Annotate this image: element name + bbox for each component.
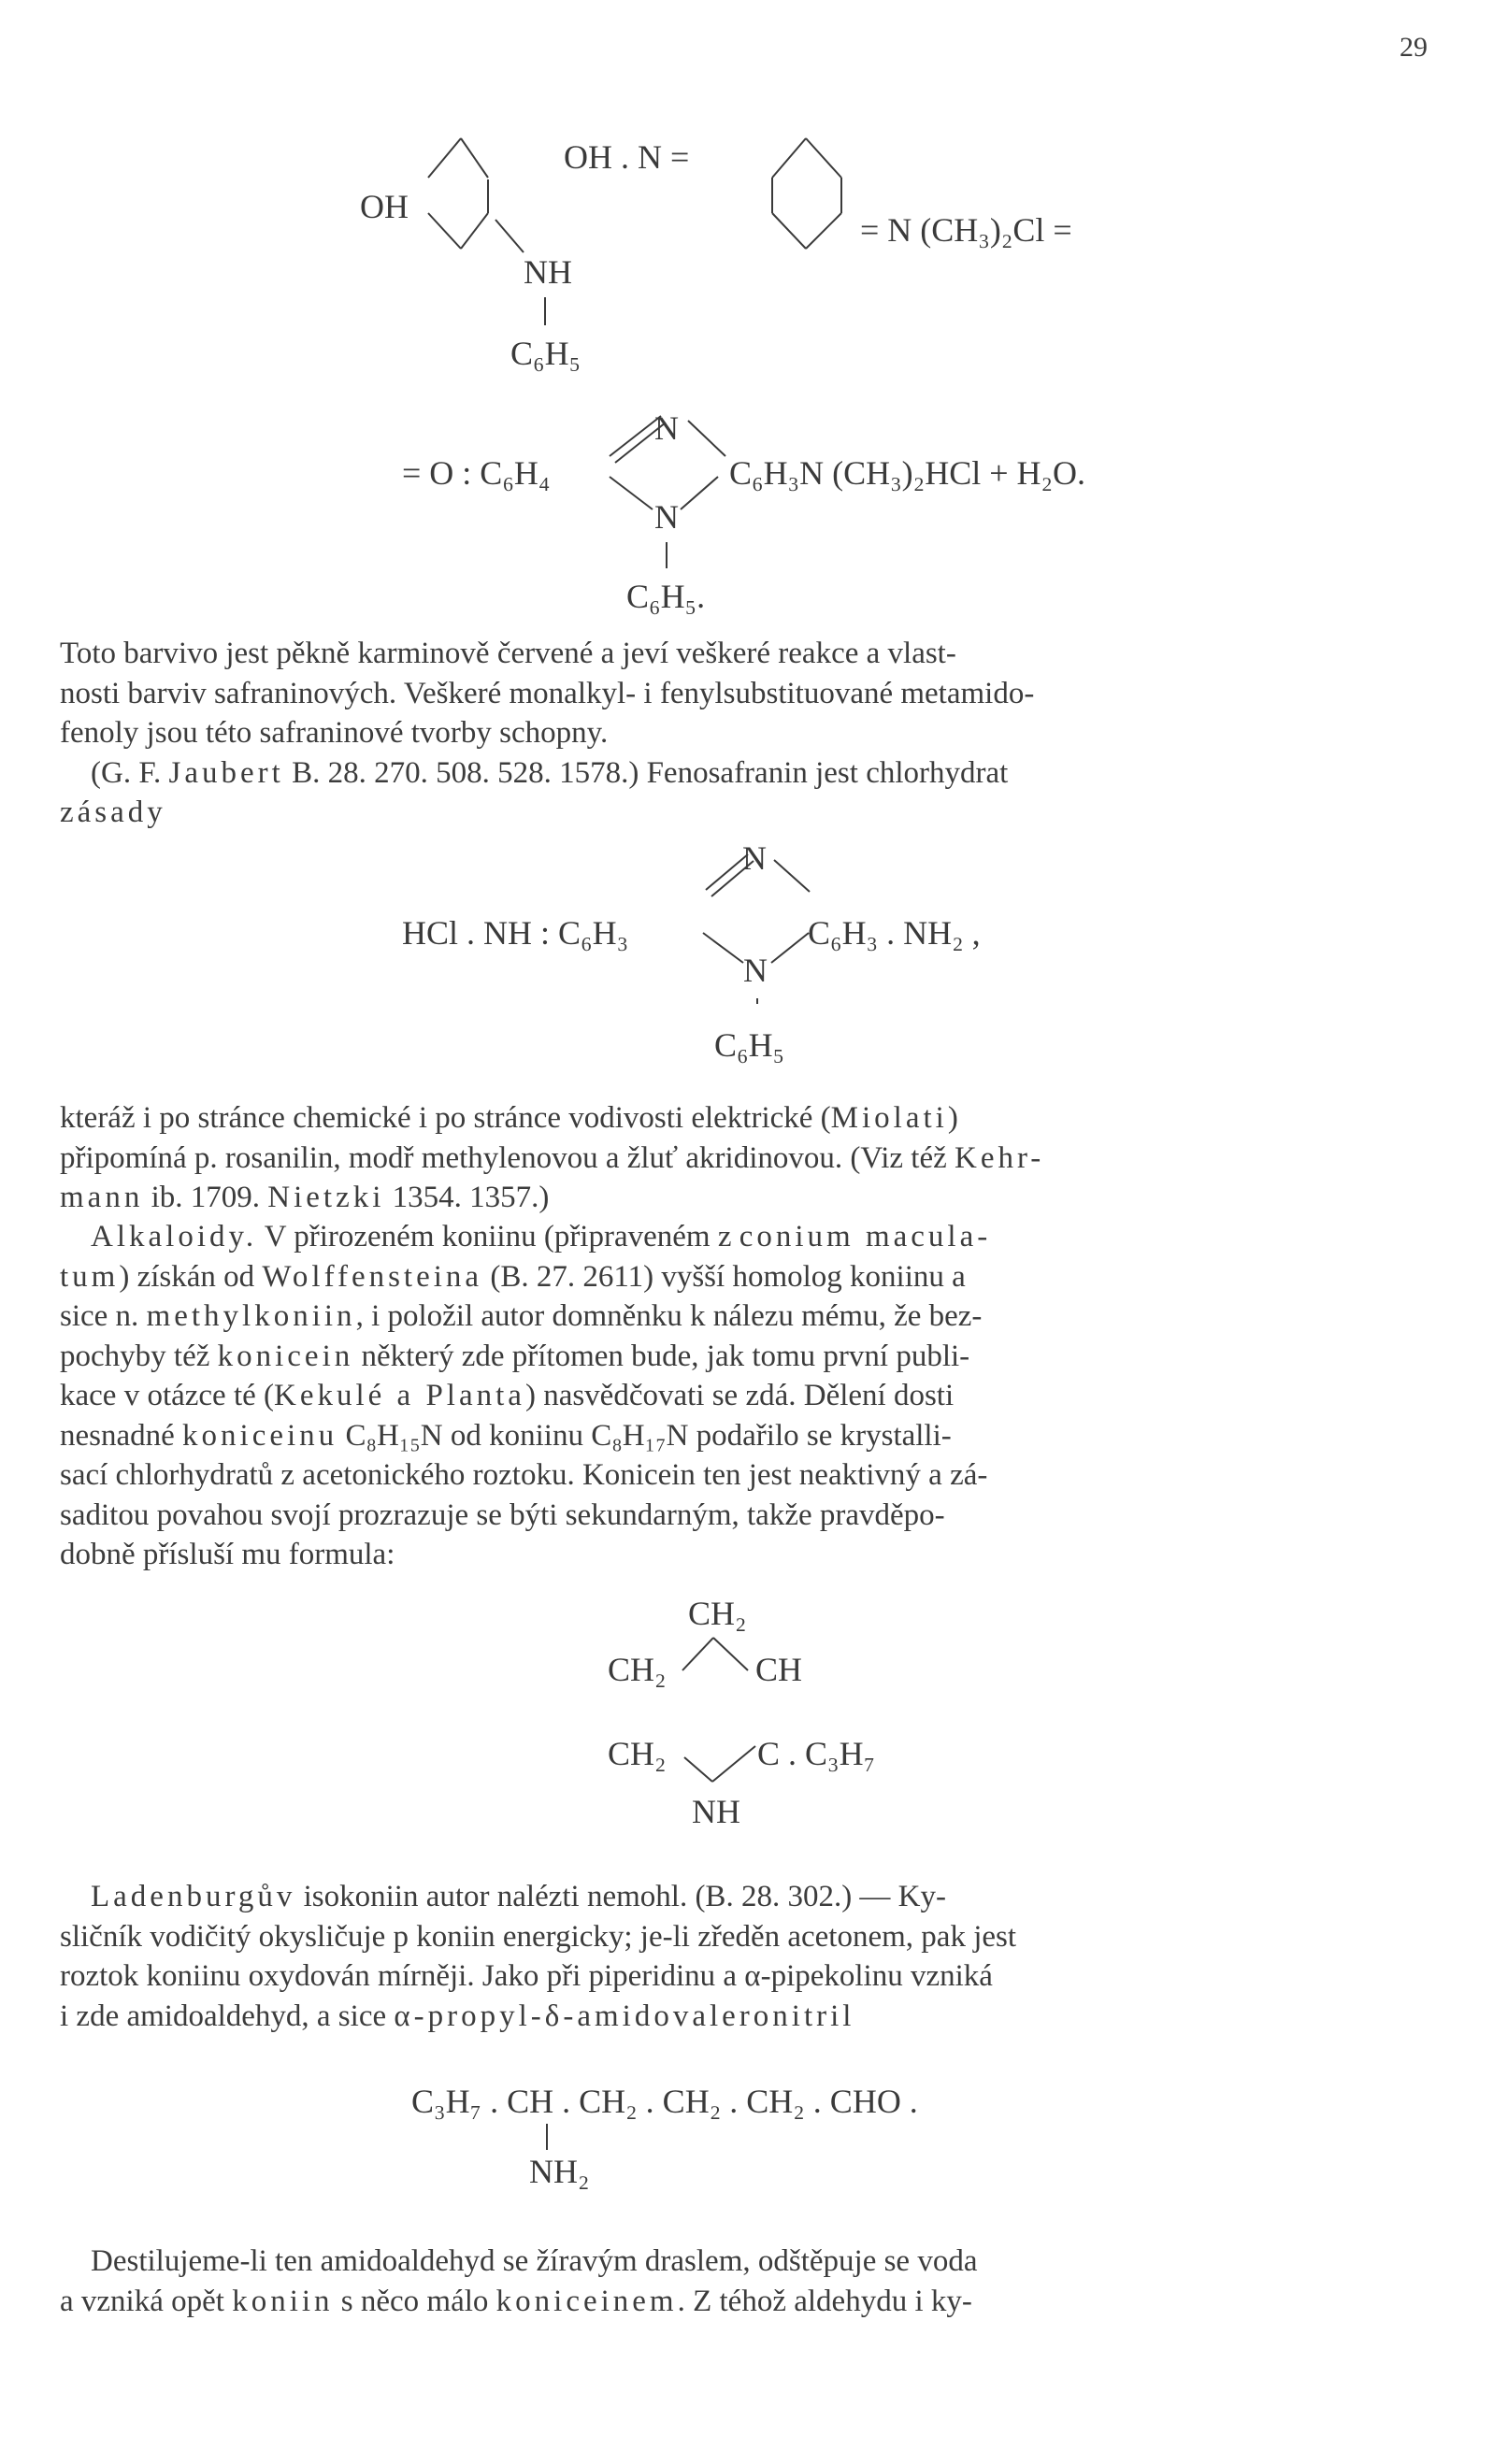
text-line: sice n. methylkoniin, i položil autor domněnku k nálezu mému, že bez- <box>60 1299 983 1333</box>
author-name: Jaubert <box>168 755 284 790</box>
text-line: roztok koniinu oxydován mírněji. Jako při piperidinu a α-pipekolinu vzniká <box>60 1959 993 1993</box>
text-line: sací chlorhydratů z acetonického roztoku. Konicein ten jest neaktivný a zá- <box>60 1458 988 1492</box>
text-line: mann ib. 1709. Nietzki 1354. 1357.) <box>60 1181 550 1214</box>
text-line: zásady <box>60 795 166 829</box>
formula-coniceine <box>0 1580 1493 1841</box>
formula-amidoaldehyde <box>0 2066 1493 2206</box>
section-heading: Alkaloidy. <box>91 1220 258 1253</box>
formula-safranine-synthesis <box>0 0 1493 617</box>
text-line: Toto barvivo jest pěkně karminově červené a jeví veškeré reakce a vlast- <box>60 637 956 670</box>
text-line: kteráž i po stránce chemické i po stránce vodivosti elektrické (Miolati) <box>60 1101 958 1135</box>
text-line <box>60 753 1425 794</box>
formula-lhs: = O : C₆H₄ <box>402 454 551 492</box>
author-name: Miolati <box>830 1101 948 1135</box>
ring-n-bottom: N <box>654 498 679 536</box>
text-line: nosti barviv safraninových. Veškeré monalkyl- i fenylsubstituované metamido- <box>60 676 1035 710</box>
ch2-lower: CH₂ <box>608 1735 667 1772</box>
phenyl-label-bottom: C₆H₅. <box>626 578 706 615</box>
ring-n-top: N <box>654 409 679 447</box>
ring-n-top: N <box>742 839 767 877</box>
chain-formula: C₃H₇ . CH . CH₂ . CH₂ . CH₂ . CHO . <box>411 2083 918 2120</box>
text-line: a vzniká opět koniin s něco málo koniceinem. Z téhož aldehydu i ky- <box>60 2284 972 2318</box>
paragraph-safranine <box>60 634 1425 833</box>
text-line: připomíná p. rosanilin, modř methylenovou a žluť akridinovou. (Viz též Kehr- <box>60 1140 1045 1175</box>
propyl-substituent: C . C₃H₇ <box>757 1735 876 1772</box>
author-name: Nietzki <box>267 1181 385 1214</box>
author-name: Kehr- <box>954 1140 1045 1175</box>
formula-phenosafranine <box>0 832 1493 1075</box>
formula-rhs: C₆H₃ . NH₂ , <box>808 914 981 952</box>
ring-n-bottom: N <box>743 952 768 989</box>
text-line: pochyby též konicein některý zde přítomen bude, jak tomu první publi- <box>60 1339 970 1373</box>
author-name: Wolffensteina <box>262 1259 483 1294</box>
formula-lhs: HCl . NH : C₆H₃ <box>402 914 629 952</box>
author-name: mann <box>60 1181 144 1214</box>
text-line: saditou povahou svojí prozrazuje se býti sekundarným, takže pravděpo- <box>60 1497 945 1532</box>
paragraph-distillation <box>60 2242 1425 2321</box>
ref-prefix: (G. F. <box>91 755 169 790</box>
text-line: Alkaloidy. V přirozeném koniinu (připraveném z conium macula- <box>91 1220 992 1253</box>
phenyl-label: C₆H₅ <box>714 1026 785 1064</box>
oh-n-group: OH . N = <box>564 138 690 176</box>
formula-rhs: C₆H₃N (CH₃)₂HCl + H₂O. <box>729 454 1086 492</box>
dimethyl-ammonium-group: = N (CH₃)₂Cl = <box>860 211 1072 249</box>
nh-label: NH <box>524 253 572 291</box>
text-line: tum) získán od Wolffensteina (B. 27. 2611) vyšší homolog koniinu a <box>60 1259 966 1294</box>
paragraph-alkaloids <box>60 1217 1425 1575</box>
ch-right: CH <box>755 1651 803 1688</box>
amino-group: NH₂ <box>529 2153 590 2190</box>
author-name: Kekulé a Planta <box>274 1379 525 1412</box>
text-line: nesnadné koniceinu C₈H₁₅N od koniinu C₈H₁₇N podařilo se krystalli- <box>60 1418 952 1453</box>
text-line: i zde amidoaldehyd, a sice α-propyl-δ-amidovaleronitril <box>60 1998 855 2033</box>
ref-rest: B. 28. 270. 508. 528. 1578.) Fenosafranin jest chlorhydrat <box>283 755 1009 790</box>
paragraph-isoconiine <box>60 1877 1425 2036</box>
page-number: 29 <box>1400 32 1428 63</box>
phenyl-label: C₆H₅ <box>510 335 581 372</box>
text-line: fenoly jsou této safraninové tvorby schopny. <box>60 716 609 750</box>
oh-left: OH <box>360 188 409 225</box>
text-line: Ladenburgův isokoniin autor nalézti nemohl. (B. 28. 302.) — Ky- <box>91 1880 947 1913</box>
paragraph-miolati <box>60 1098 1425 1218</box>
ch2-top: CH₂ <box>688 1595 747 1632</box>
author-name: Ladenburgův <box>91 1880 296 1913</box>
text-line: dobně přísluší mu formula: <box>60 1538 395 1571</box>
text-line: Destilujeme-li ten amidoaldehyd se žíravým draslem, odštěpuje se voda <box>91 2244 978 2278</box>
nh-label: NH <box>692 1793 740 1830</box>
text-line: kace v otázce té (Kekulé a Planta) nasvědčovati se zdá. Dělení dosti <box>60 1379 955 1412</box>
ch2-left: CH₂ <box>608 1651 667 1688</box>
text-line: sličník vodičitý okysličuje p koniin energicky; je-li zředěn acetonem, pak jest <box>60 1919 1017 1954</box>
